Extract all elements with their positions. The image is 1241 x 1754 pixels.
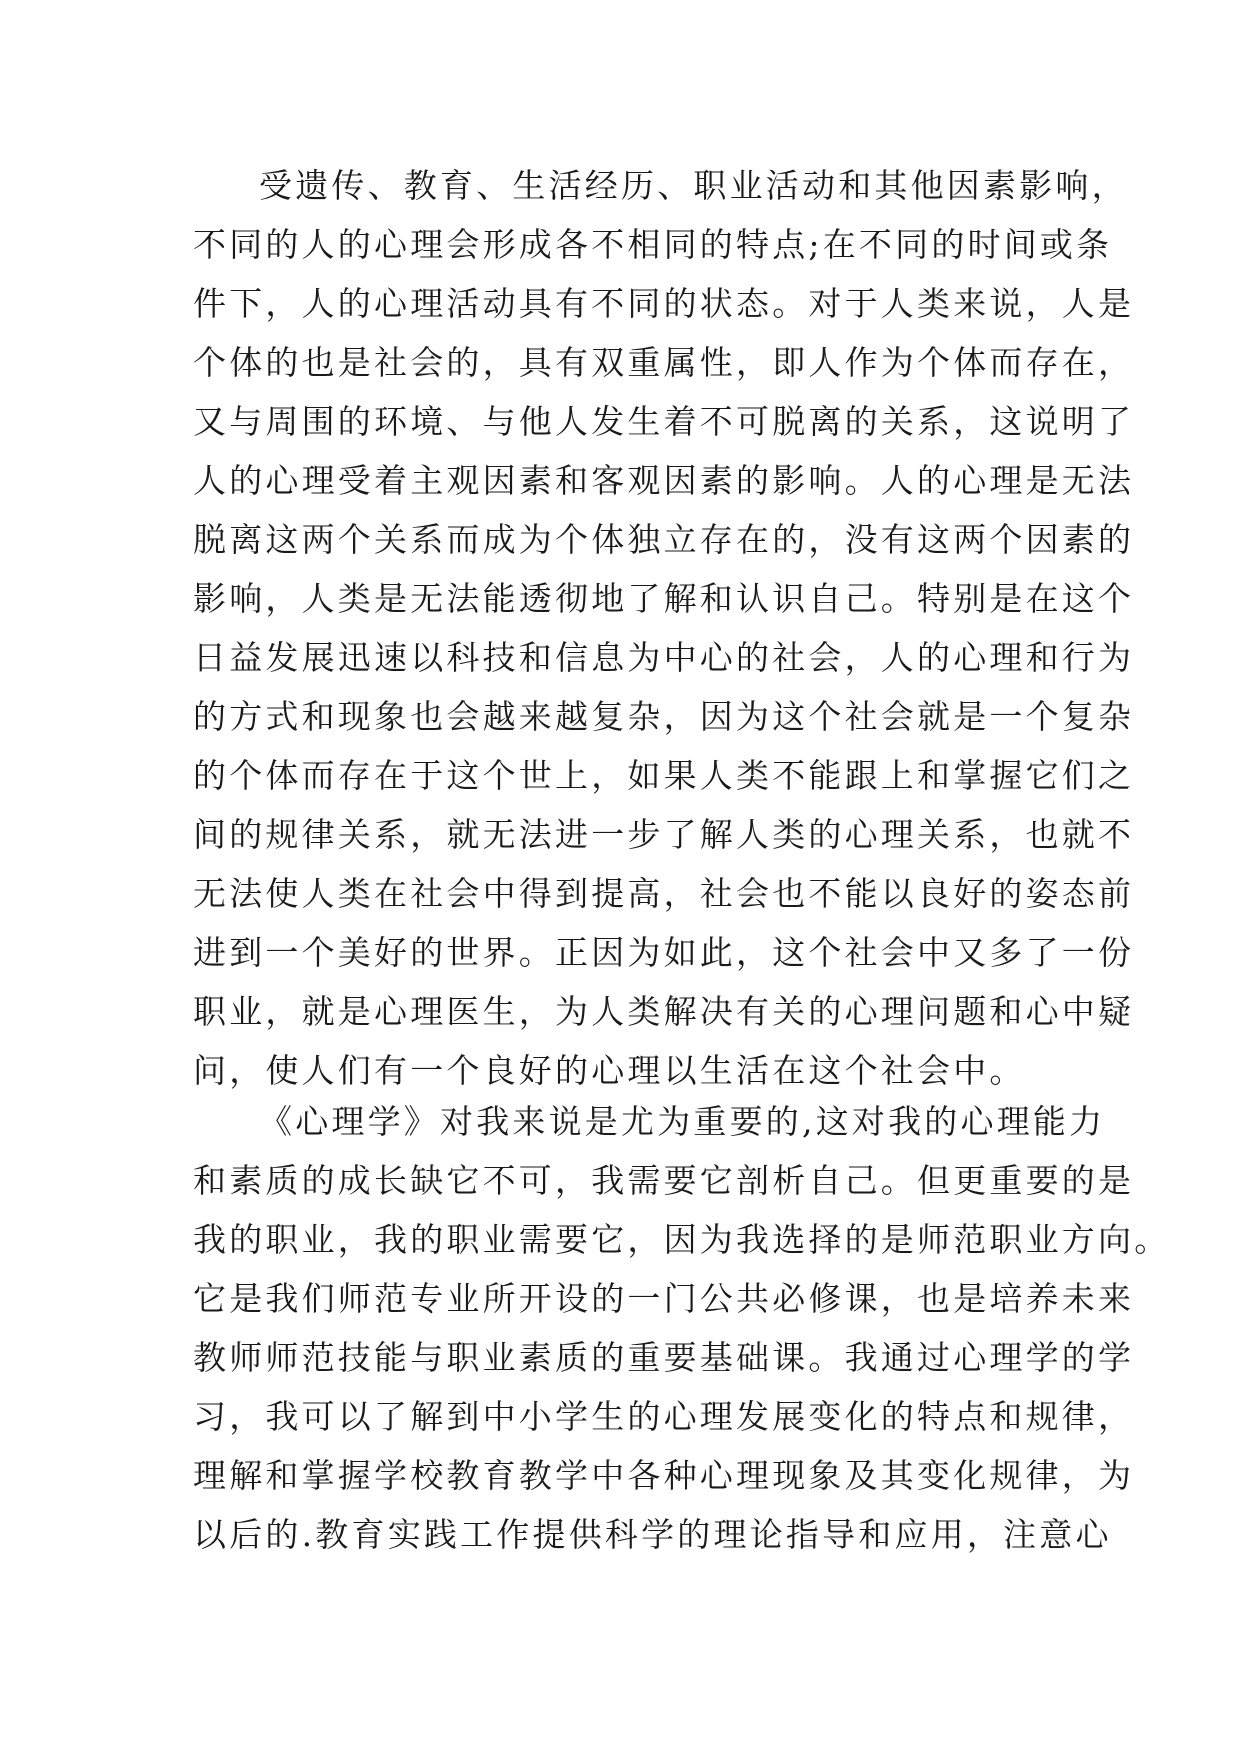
paragraph-line: 的个体而存在于这个世上，如果人类不能跟上和掌握它们之 [193, 756, 1135, 795]
paragraph-2 [193, 1092, 1171, 1564]
paragraph-line: 的方式和现象也会越来越复杂，因为这个社会就是一个复杂 [193, 697, 1135, 736]
paragraph-line: 职业，就是心理医生，为人类解决有关的心理问题和心中疑 [193, 992, 1135, 1031]
paragraph-line: 无法使人类在社会中得到提高，社会也不能以良好的姿态前 [193, 874, 1135, 913]
paragraph-line: 理解和掌握学校教育教学中各种心理现象及其变化规律，为 [193, 1456, 1135, 1495]
paragraph-line: 个体的也是社会的，具有双重属性，即人作为个体而存在， [193, 343, 1135, 382]
paragraph-line: 影响，人类是无法能透彻地了解和认识自己。特别是在这个 [193, 579, 1135, 618]
paragraph-line: 受遗传、教育、生活经历、职业活动和其他因素影响， [259, 166, 1128, 205]
paragraph-line: 我的职业，我的职业需要它，因为我选择的是师范职业方向。 [193, 1220, 1171, 1259]
paragraph-1 [193, 156, 1135, 1100]
paragraph-line: 人的心理受着主观因素和客观因素的影响。人的心理是无法 [193, 461, 1135, 500]
paragraph-line: 不同的人的心理会形成各不相同的特点;在不同的时间或条 [193, 225, 1113, 264]
paragraph-line: 以后的.教育实践工作提供科学的理论指导和应用，注意心 [193, 1515, 1112, 1554]
paragraph-line: 件下，人的心理活动具有不同的状态。对于人类来说，人是 [193, 284, 1135, 323]
paragraph-line: 进到一个美好的世界。正因为如此，这个社会中又多了一份 [193, 933, 1135, 972]
paragraph-line: 问，使人们有一个良好的心理以生活在这个社会中。 [193, 1051, 1026, 1090]
paragraph-line: 它是我们师范专业所开设的一门公共必修课，也是培养未来 [193, 1279, 1135, 1318]
paragraph-line: 脱离这两个关系而成为个体独立存在的，没有这两个因素的 [193, 520, 1135, 559]
paragraph-line: 《心理学》对我来说是尤为重要的,这对我的心理能力 [259, 1102, 1106, 1141]
paragraph-line: 教师师范技能与职业素质的重要基础课。我通过心理学的学 [193, 1338, 1135, 1377]
paragraph-line: 间的规律关系，就无法进一步了解人类的心理关系，也就不 [193, 815, 1135, 854]
paragraph-line: 和素质的成长缺它不可，我需要它剖析自己。但更重要的是 [193, 1161, 1135, 1200]
paragraph-line: 又与周围的环境、与他人发生着不可脱离的关系，这说明了 [193, 402, 1135, 441]
paragraph-line: 习，我可以了解到中小学生的心理发展变化的特点和规律， [193, 1397, 1135, 1436]
paragraph-line: 日益发展迅速以科技和信息为中心的社会，人的心理和行为 [193, 638, 1135, 677]
